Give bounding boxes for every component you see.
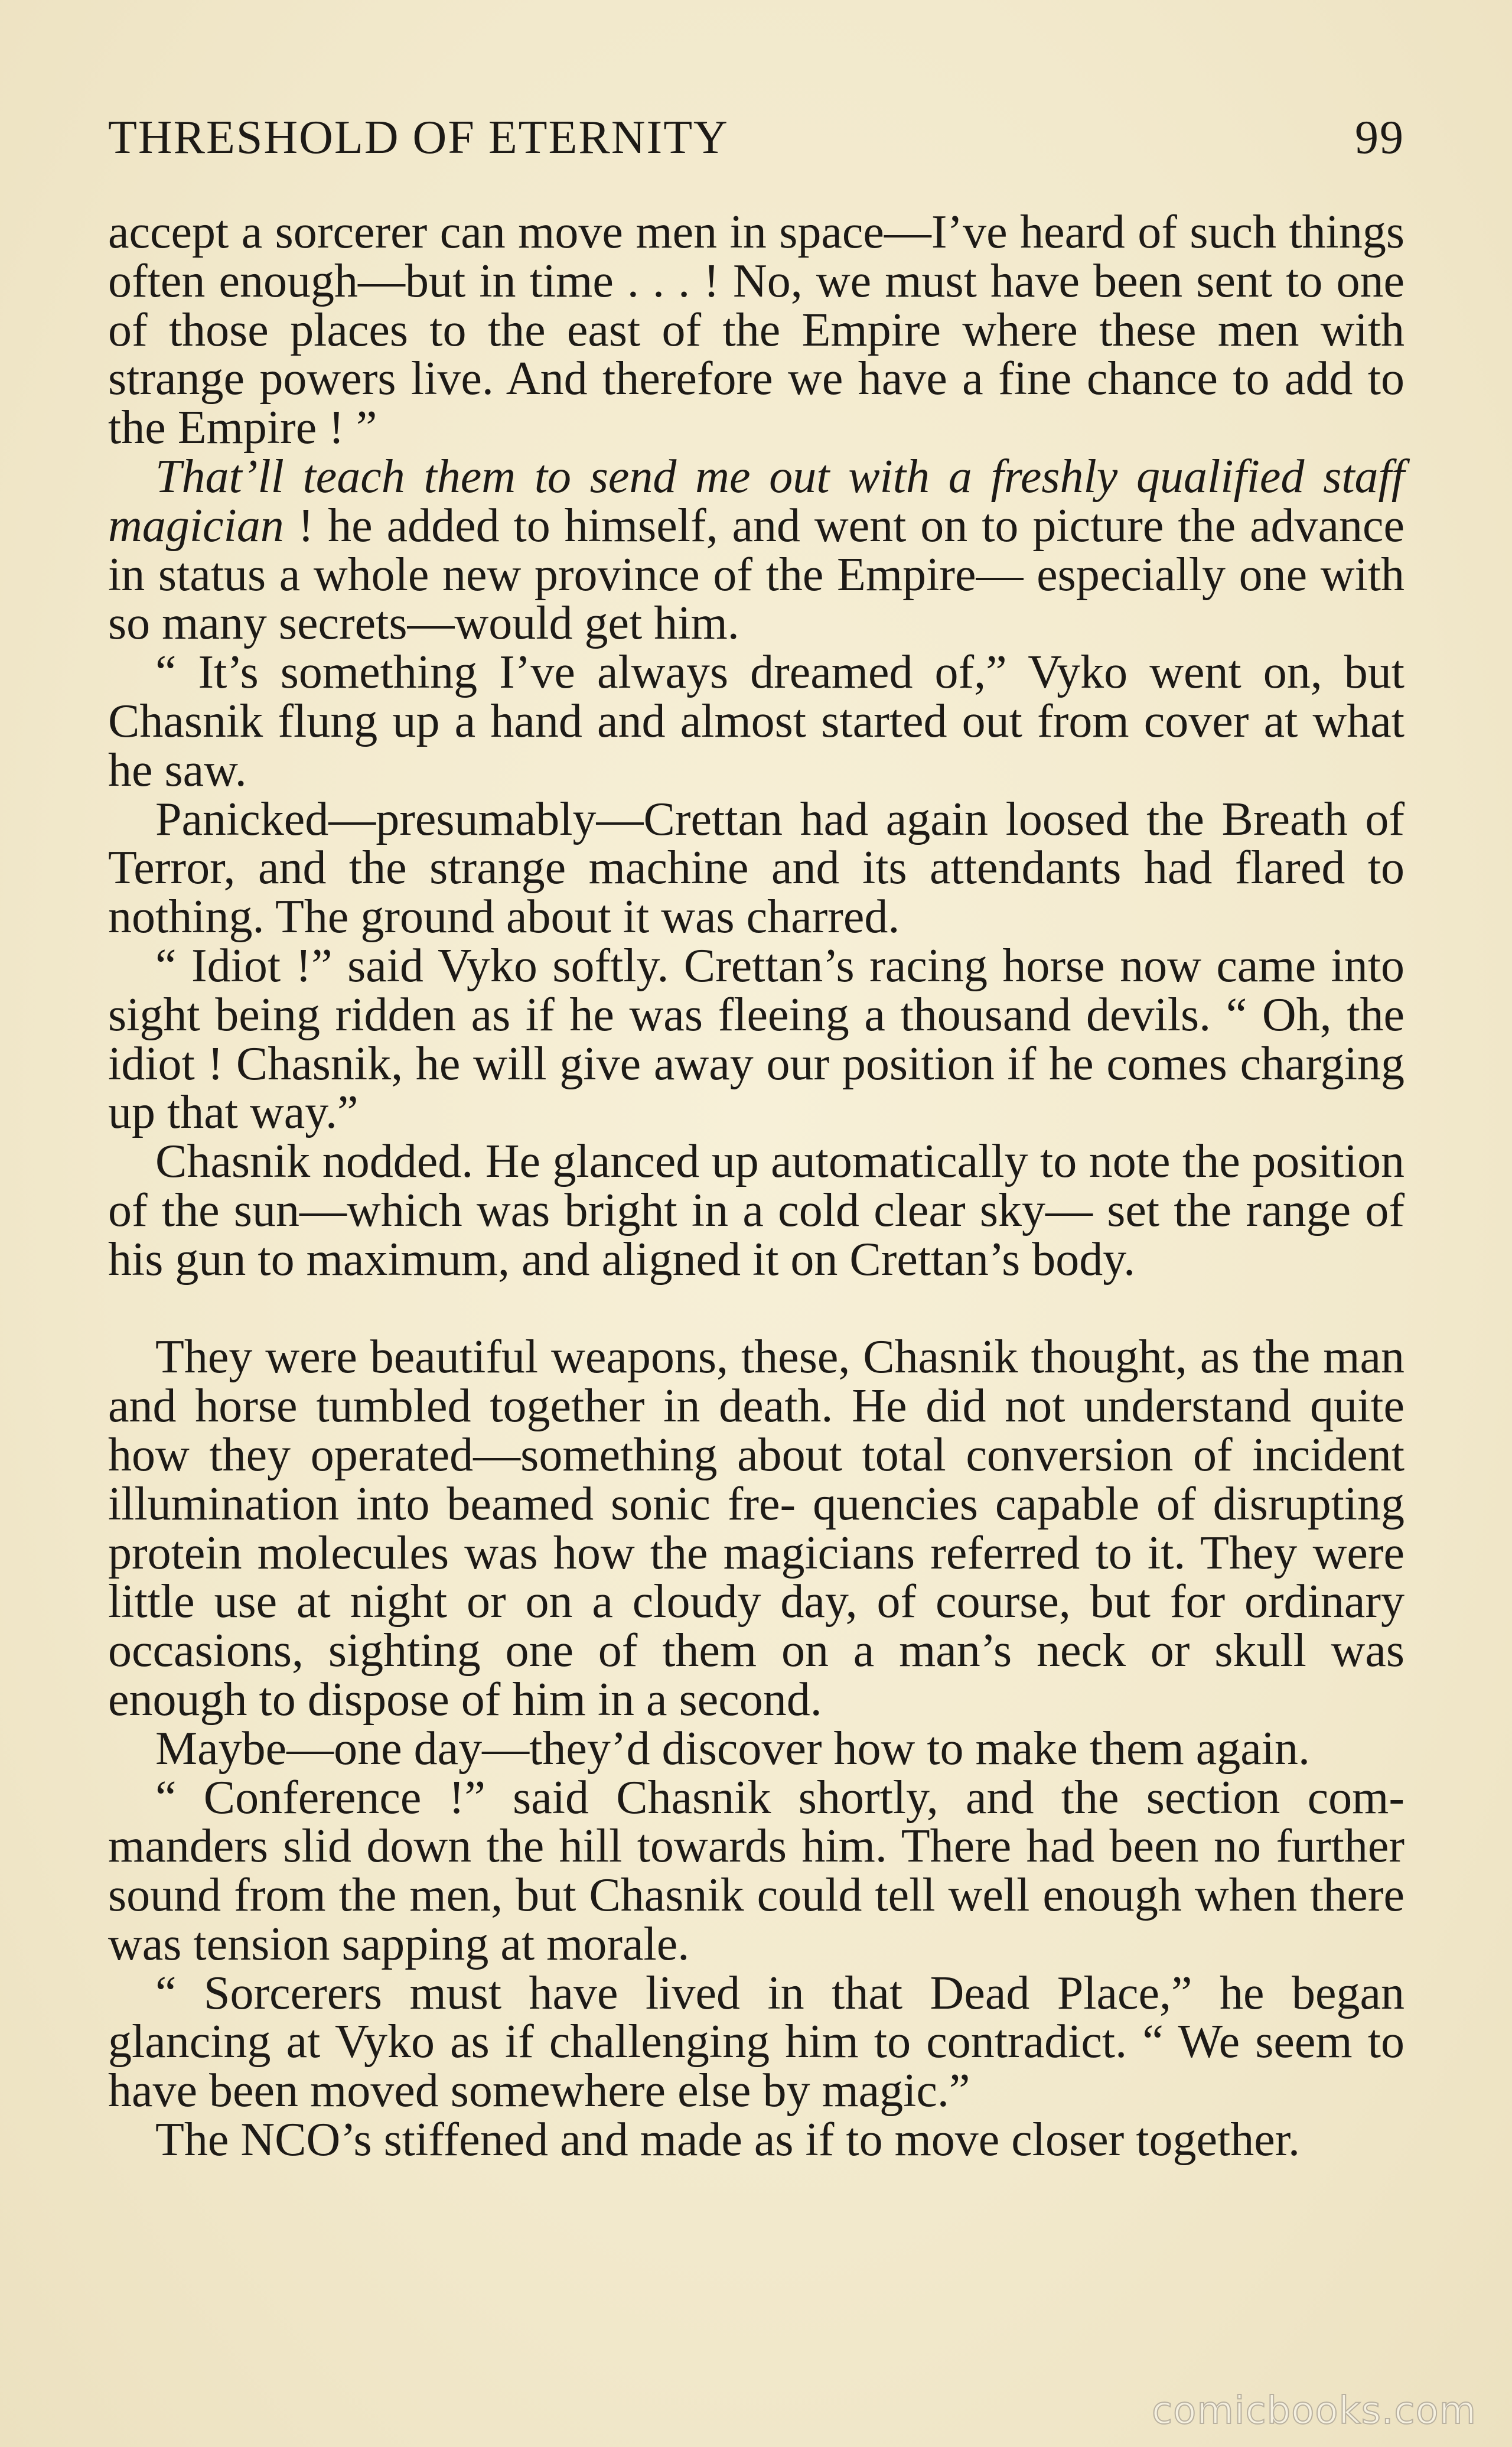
line: “ It’s something I’ve always dreamed of,” Vyko went on,: [155, 646, 1322, 699]
running-header: [108, 111, 1405, 170]
line: “ Conference !” said Chasnik shortly, and the section com-: [155, 1771, 1405, 1824]
line: Panicked—presumably—Crettan had again loosed the: [155, 793, 1204, 845]
italic-thought: That’ll teach them to send me out with a freshly qualified: [155, 450, 1305, 503]
paragraph-9: [108, 1771, 1405, 1970]
body-text: [108, 208, 1405, 2165]
paragraph-5: [108, 939, 1405, 1139]
line: came into sight being ridden as if he was fleeing a thousand: [108, 939, 1405, 1041]
line: had flared to nothing. The ground about it was charred.: [108, 842, 1405, 943]
line: a cloudy day, of course, but for ordinary occasions, sighting: [108, 1576, 1405, 1677]
line: especially one with so many secrets—would get him.: [108, 548, 1405, 650]
paragraph-4: [108, 795, 1405, 942]
line: again.: [1195, 1722, 1311, 1775]
page-number: 99: [1355, 112, 1405, 164]
paragraph-7: [108, 1333, 1405, 1724]
line: magicians referred to it. They were little use at night or on: [108, 1527, 1405, 1628]
line: position if he comes charging up that way.”: [108, 1037, 1405, 1139]
paragraph-2: [108, 450, 1405, 650]
line: body.: [1032, 1233, 1136, 1286]
line: seem to have been moved somewhere else by magic.”: [108, 2016, 1405, 2117]
running-title: THRESHOLD OF ETERNITY: [108, 112, 729, 164]
line: Maybe—one day—they’d discover how to make them: [155, 1722, 1184, 1775]
line: conversion of incident illumination into beamed sonic fre-: [108, 1428, 1405, 1530]
paragraph-1: [108, 208, 1405, 453]
line: “ Sorcerers must have lived in that Dead Place,” he began: [155, 1967, 1405, 2019]
line: The NCO’s stiffened and made as if to move closer together.: [155, 2114, 1301, 2166]
line: the advance in status a whole new province of the Empire—: [108, 499, 1405, 601]
site-watermark: comicbooks.com: [1151, 2389, 1477, 2433]
line: ! he added to himself, and went on to picture: [284, 499, 1164, 552]
italic-thought: staff magician: [108, 450, 1405, 552]
line: one of them on a man’s neck or skull was enough to dispose: [108, 1625, 1405, 1726]
line: devils. “ Oh, the idiot ! Chasnik, he will give away our: [108, 988, 1405, 1090]
line: have a fine chance to add to the Empire ! ”: [108, 353, 1405, 454]
line: things often enough—but in time . . . ! No, we must have: [108, 206, 1405, 307]
paragraph-11: [108, 2116, 1405, 2165]
line: glancing at Vyko as if challenging him to contradict. “ We: [108, 2016, 1240, 2068]
paragraph-6: [108, 1137, 1405, 1284]
paragraph-8: [108, 1724, 1405, 1774]
line: enough when there was tension sapping at morale.: [108, 1869, 1405, 1970]
paragraph-10: [108, 1969, 1405, 2116]
line: where these men with strange powers live. And therefore we: [108, 304, 1405, 405]
line: cover at what he saw.: [108, 695, 1405, 796]
line: accept a sorcerer can move men in space—I’ve heard of such: [108, 206, 1276, 258]
line: of him in a second.: [461, 1673, 822, 1726]
line: been sent to one of those places to the east of the Empire: [108, 255, 1405, 356]
line: Chasnik nodded. He glanced up automatically to note the: [155, 1135, 1240, 1188]
line: They were beautiful weapons, these, Chasnik thought, as: [155, 1331, 1240, 1384]
line: but Chasnik flung up a hand and almost started out from: [108, 646, 1405, 747]
line: understand quite how they operated—something about total: [108, 1380, 1405, 1481]
line: further sound from the men, but Chasnik could tell well: [108, 1820, 1405, 1922]
line: set the range of his gun to maximum, and aligned it on Crettan’s: [108, 1184, 1405, 1286]
line: Breath of Terror, and the strange machine and its attendants: [108, 793, 1405, 894]
line: manders slid down the hill towards him. There had been no: [108, 1820, 1261, 1873]
line: the man and horse tumbled together in death. He did not: [108, 1331, 1405, 1433]
line: position of the sun—which was bright in a cold clear sky—: [108, 1135, 1405, 1236]
line: quencies capable of disrupting protein molecules was how the: [108, 1478, 1405, 1579]
line: “ Idiot !” said Vyko softly. Crettan’s racing horse now: [155, 939, 1201, 992]
paragraph-3: [108, 648, 1405, 795]
